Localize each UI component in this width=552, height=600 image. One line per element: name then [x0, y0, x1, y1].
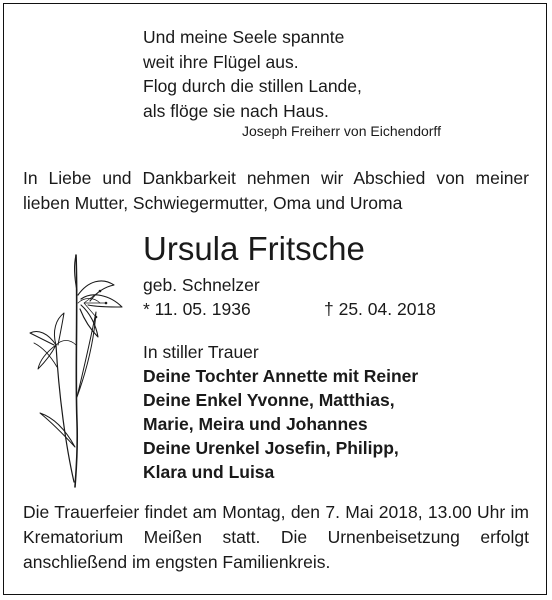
poem-line: Flog durch die stillen Lande, [143, 76, 362, 96]
death-date: † 25. 04. 2018 [324, 299, 436, 319]
birth-name: geb. Schnelzer [143, 275, 260, 295]
deceased-name: Ursula Fritsche [143, 230, 365, 267]
ceremony-text: Die Trauerfeier findet am Montag, den 7. Mai 2018, 13.00 Uhr im Krematorium Meißen statt. Die Urnenbeisetzung erfolgt anschließend im engsten Familienkreis. [23, 502, 529, 572]
life-dates [143, 298, 436, 320]
poem [143, 25, 362, 123]
mourner-line: Marie, Meira und Johannes [143, 414, 368, 434]
lily-flower-icon [26, 247, 134, 490]
intro-text: In Liebe und Dankbarkeit nehmen wir Abschied von meiner lieben Mutter, Schwiegermutter, Oma und Uroma [23, 168, 529, 213]
poem-line: Und meine Seele spannte [143, 27, 345, 47]
birth-date: * 11. 05. 1936 [143, 299, 251, 319]
mourner-line: Deine Enkel Yvonne, Matthias, [143, 390, 395, 410]
mourners-block [143, 340, 418, 484]
mourner-line: Klara und Luisa [143, 462, 275, 482]
poem-author: Joseph Freiherr von Eichendorff [242, 123, 441, 139]
mourning-intro: In stiller Trauer [143, 342, 259, 362]
mourner-line: Deine Tochter Annette mit Reiner [143, 366, 419, 386]
poem-line: weit ihre Flügel aus. [143, 51, 299, 72]
poem-line: als flöge sie nach Haus. [143, 100, 329, 121]
mourner-line: Deine Urenkel Josefin, Philipp, [143, 438, 399, 458]
